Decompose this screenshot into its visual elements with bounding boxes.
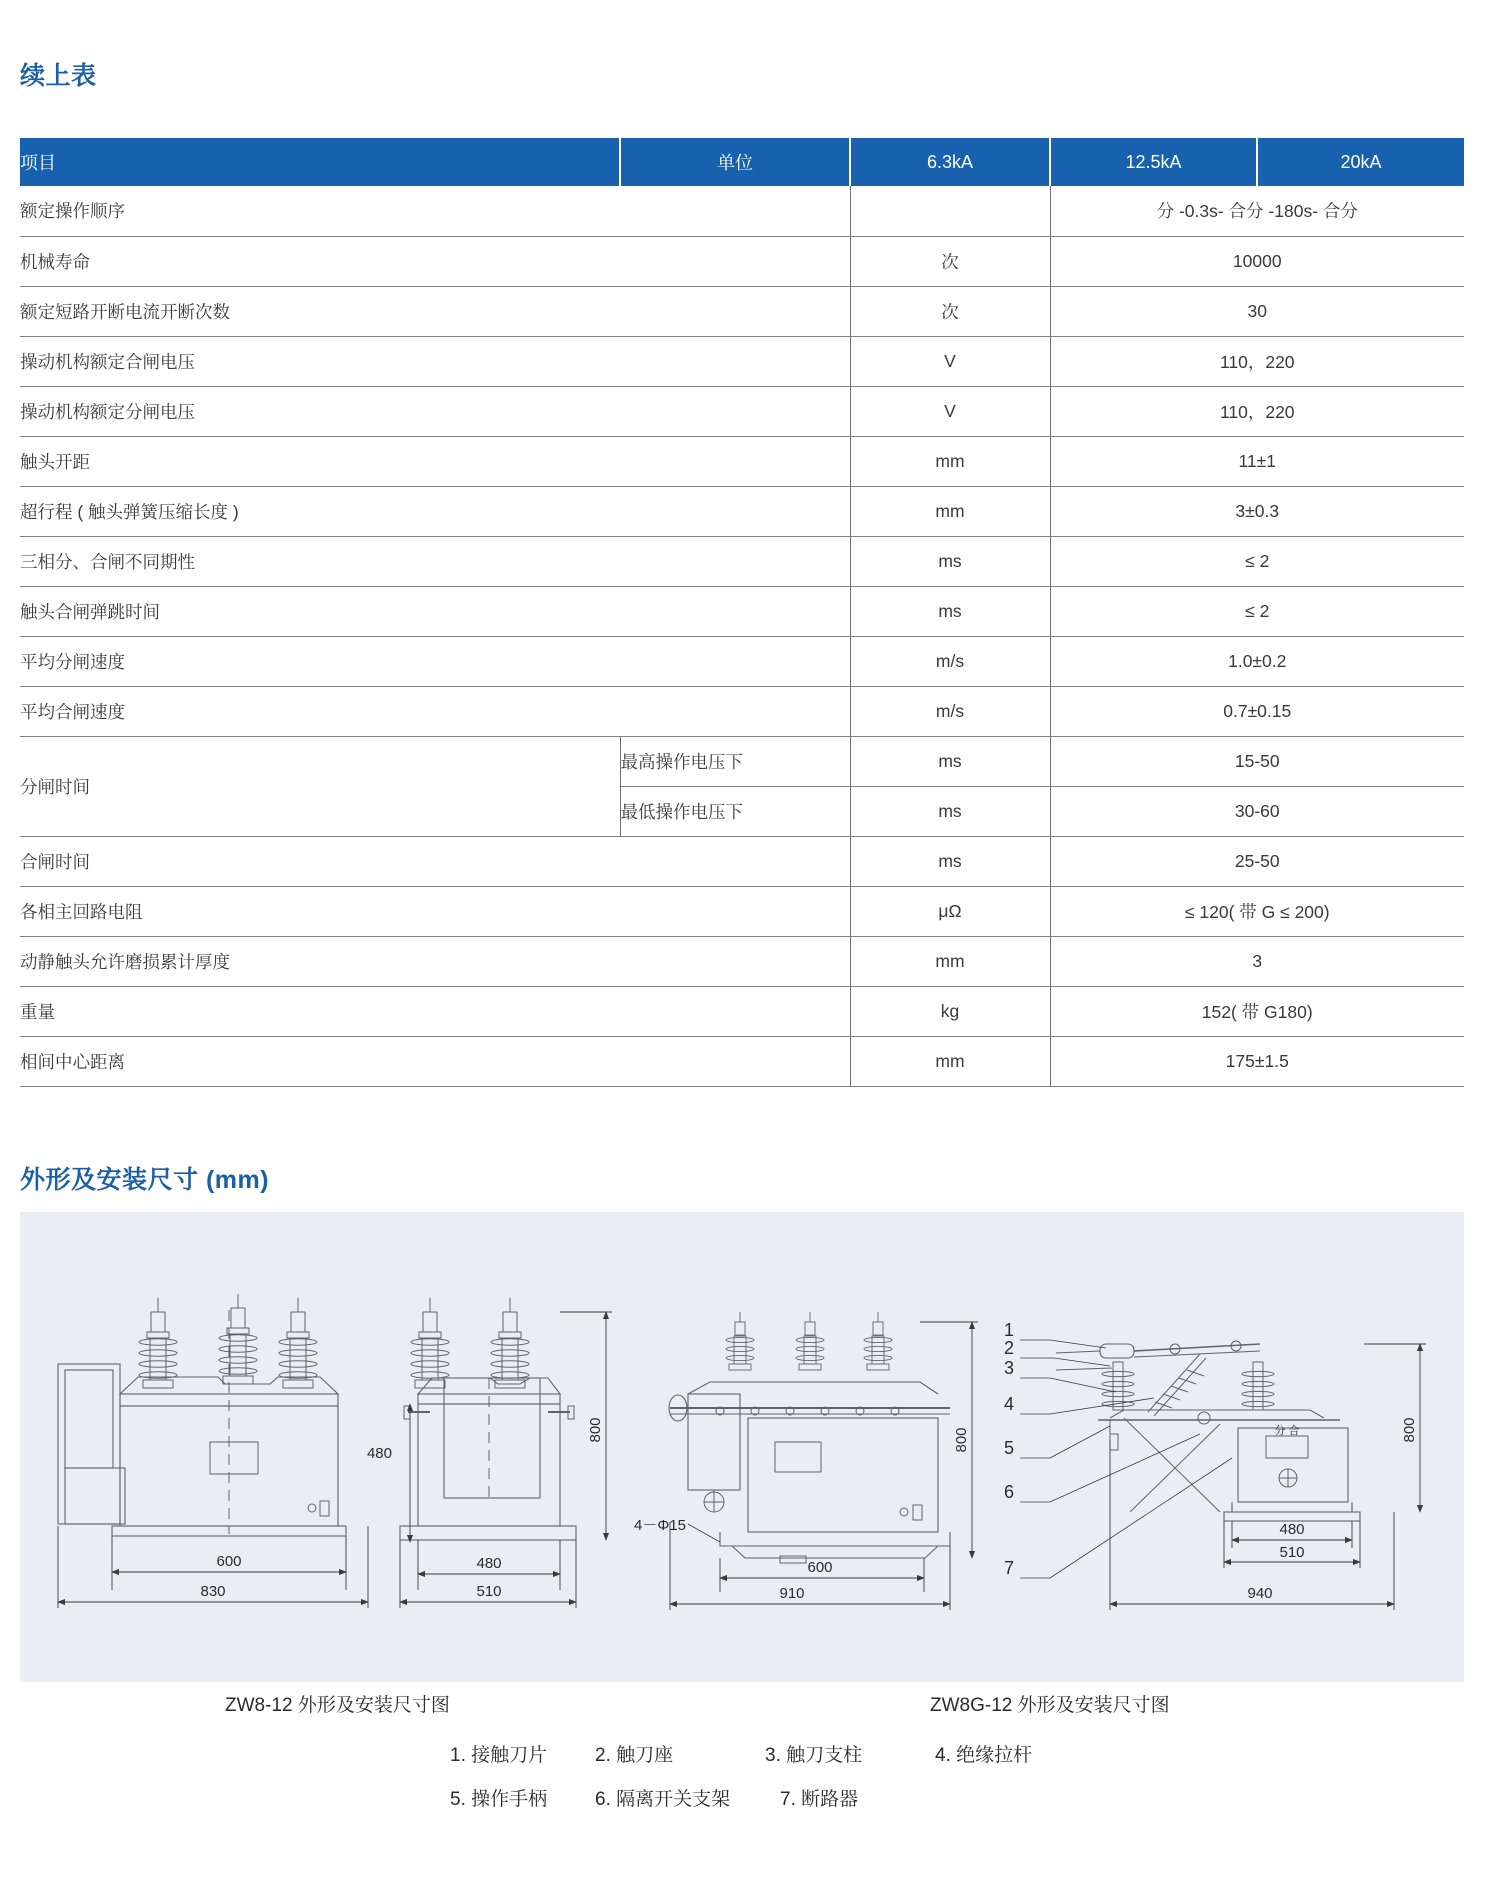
row-item-label: 超行程 ( 触头弹簧压缩长度 ) [20,486,850,536]
table-row [20,636,1464,686]
row-subitem-label: 最高操作电压下 [620,736,850,786]
row-unit: 次 [850,286,1050,336]
callout-3: 3 [1003,1358,1014,1378]
dim-front-inner-600: 600 [216,1553,242,1570]
row-unit: mm [850,1036,1050,1086]
drawing-zw8-front-view [58,1294,368,1608]
row-unit: ms [850,736,1050,786]
row-item-label: 重量 [20,986,850,1036]
table-row [20,736,1464,786]
drawing-zw8g-side-view [1004,1320,1426,1610]
dim-side-510: 510 [476,1583,502,1600]
row-item-label: 平均分闸速度 [20,636,850,686]
table-row [20,236,1464,286]
row-unit: ms [850,786,1050,836]
table-row [20,1036,1464,1086]
table-body [20,186,1464,1086]
legend-item-4: 4. 绝缘拉杆 [935,1745,1033,1766]
row-value: ≤ 2 [1050,536,1464,586]
table-row [20,586,1464,636]
dim-g2-480: 480 [1279,1521,1305,1538]
dim-side-480-vertical: 480 [366,1445,392,1462]
legend-item-1: 1. 接触刀片 [450,1745,548,1766]
row-item-label-merged: 分闸时间 [20,736,620,836]
row-unit: 次 [850,236,1050,286]
legend-item-3: 3. 触刀支柱 [765,1745,863,1766]
callout-6: 6 [1003,1482,1014,1502]
row-value: 110，220 [1050,336,1464,386]
row-value: 175±1.5 [1050,1036,1464,1086]
spec-table-container [20,138,1464,1087]
row-value: ≤ 2 [1050,586,1464,636]
dim-g-height-800: 800 [953,1427,970,1453]
row-value: 10000 [1050,236,1464,286]
dim-g-600: 600 [807,1559,833,1576]
table-row [20,986,1464,1036]
dim-side-480: 480 [476,1555,502,1572]
legend-item-2: 2. 触刀座 [595,1745,674,1766]
row-unit: μΩ [850,886,1050,936]
page-title-dimensions: 外形及安装尺寸 (mm) [20,1166,270,1194]
dim-g2-510: 510 [1279,1544,1305,1561]
callout-2: 2 [1003,1338,1014,1358]
row-item-label: 平均合闸速度 [20,686,850,736]
row-value: 3 [1050,936,1464,986]
callout-7: 7 [1003,1558,1014,1578]
row-value: 分 -0.3s- 合分 -180s- 合分 [1050,186,1464,236]
page-title-continued-table: 续上表 [20,62,97,90]
legend-line-1 [20,1740,1464,1784]
table-row [20,836,1464,886]
drawing-zw8g-front-view [634,1312,978,1610]
dim-front-outer-830: 830 [200,1583,226,1600]
column-header-item: 项目 [20,138,620,186]
row-item-label: 操动机构额定合闸电压 [20,336,850,386]
row-unit: ms [850,836,1050,886]
row-item-label: 动静触头允许磨损累计厚度 [20,936,850,986]
row-item-label: 相间中心距离 [20,1036,850,1086]
row-value: ≤ 120( 带 G ≤ 200) [1050,886,1464,936]
row-value: 30-60 [1050,786,1464,836]
caption-zw8g-12: ZW8G-12 外形及安装尺寸图 [930,1695,1170,1716]
table-row [20,286,1464,336]
table-row [20,436,1464,486]
technical-drawings-svg [20,1212,1464,1682]
row-subitem-label: 最低操作电压下 [620,786,850,836]
column-header-6-3ka: 6.3kA [850,138,1050,186]
switch-indicator-label: 分 合 [1274,1425,1300,1437]
row-item-label: 三相分、合闸不同期性 [20,536,850,586]
row-value: 0.7±0.15 [1050,686,1464,736]
dim-g2-height-800: 800 [1401,1417,1418,1443]
dim-hole-callout: 4－Φ15 [634,1517,686,1534]
callout-5: 5 [1003,1438,1014,1458]
column-header-20ka: 20kA [1257,138,1464,186]
specification-table [20,138,1464,1087]
row-unit: V [850,386,1050,436]
column-header-unit: 单位 [620,138,850,186]
row-unit [850,186,1050,236]
row-item-label: 机械寿命 [20,236,850,286]
caption-zw8-12: ZW8-12 外形及安装尺寸图 [225,1695,450,1716]
row-value: 25-50 [1050,836,1464,886]
row-unit: m/s [850,686,1050,736]
legend-line-2 [20,1784,1464,1828]
legend-item-5: 5. 操作手柄 [450,1789,548,1810]
row-unit: V [850,336,1050,386]
row-unit: ms [850,536,1050,586]
legend-item-7: 7. 断路器 [780,1789,859,1810]
dim-g-910: 910 [779,1585,805,1602]
row-value: 11±1 [1050,436,1464,486]
dim-g2-940: 940 [1247,1585,1273,1602]
row-value: 110，220 [1050,386,1464,436]
table-row [20,186,1464,236]
row-item-label: 触头开距 [20,436,850,486]
row-item-label: 额定操作顺序 [20,186,850,236]
dimension-drawings-panel [20,1212,1464,1682]
drawing-zw8-side-view [229,1212,612,1608]
row-item-label: 合闸时间 [20,836,850,886]
table-row [20,486,1464,536]
row-value: 3±0.3 [1050,486,1464,536]
row-item-label: 额定短路开断电流开断次数 [20,286,850,336]
row-unit: ms [850,586,1050,636]
row-unit: mm [850,486,1050,536]
table-header-row [20,138,1464,186]
legend-item-6: 6. 隔离开关支架 [595,1789,731,1810]
dim-side-height-800: 800 [587,1417,604,1443]
table-row [20,336,1464,386]
callout-1: 1 [1003,1320,1014,1340]
row-item-label: 各相主回路电阻 [20,886,850,936]
row-item-label: 操动机构额定分闸电压 [20,386,850,436]
table-row [20,936,1464,986]
drawing-captions [20,1690,1464,1724]
row-unit: m/s [850,636,1050,686]
row-unit: kg [850,986,1050,1036]
column-header-12-5ka: 12.5kA [1050,138,1257,186]
table-row [20,386,1464,436]
table-row [20,536,1464,586]
row-item-label: 触头合闸弹跳时间 [20,586,850,636]
table-row [20,886,1464,936]
table-row [20,686,1464,736]
parts-legend [20,1740,1464,1828]
row-value: 30 [1050,286,1464,336]
row-value: 15-50 [1050,736,1464,786]
row-value: 1.0±0.2 [1050,636,1464,686]
callout-4: 4 [1003,1394,1014,1414]
row-unit: mm [850,436,1050,486]
row-unit: mm [850,936,1050,986]
row-value: 152( 带 G180) [1050,986,1464,1036]
